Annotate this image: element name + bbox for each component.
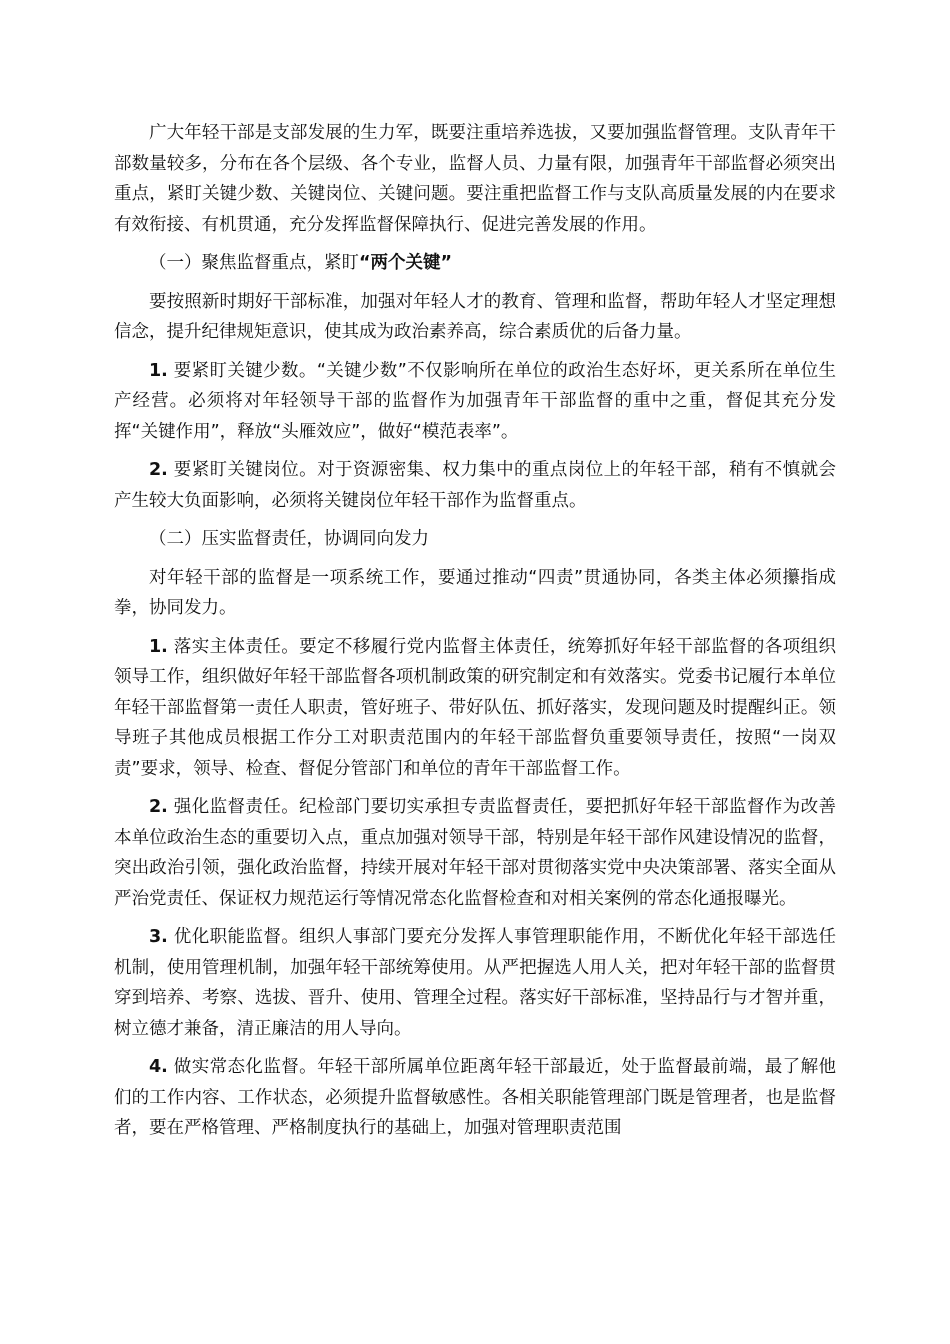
section1-item-2 bbox=[114, 455, 836, 516]
section2-intro: 对年轻干部的监督是一项系统工作，要通过推动“四责”贯通协同，各类主体必须攥指成拳，协同发力。 bbox=[114, 567, 836, 618]
section2-item-3 bbox=[114, 922, 836, 1044]
section1-intro: 要按照新时期好干部标准，加强对年轻人才的教育、管理和监督，帮助年轻人才坚定理想信念，提升纪律规矩意识，使其成为政治素养高，综合素质优的后备力量。 bbox=[114, 291, 836, 342]
item-number: 1. bbox=[149, 360, 168, 381]
item-number: 2. bbox=[149, 460, 168, 480]
item-text: 做实常态化监督。年轻干部所属单位距离年轻干部最近，处于监督最前端，最了解他们的工作内容、工作状态，必须提升监督敏感性。各相关职能管理部门既是管理者，也是监督者，要在严格管理、严格制度执行的基础上，加强对管理职责范围 bbox=[114, 1057, 836, 1138]
section1-heading bbox=[114, 248, 836, 279]
section2-item-2 bbox=[114, 792, 836, 914]
item-text: 强化监督责任。纪检部门要切实承担专责监督责任，要把抓好年轻干部监督作为改善本单位政治生态的重要切入点，重点加强对领导干部，特别是年轻干部作风建设情况的监督，突出政治引领，强化政治监督，持续开展对年轻干部对贯彻落实党中央决策部署、落实全面从严治党责任、保证权力规范运行等情况常态化监督检查和对相关案例的常态化通报曝光。 bbox=[114, 797, 836, 909]
item-text: 优化职能监督。组织人事部门要充分发挥人事管理职能作用，不断优化年轻干部选任机制，使用管理机制，加强年轻干部统筹使用。从严把握选人用人关，把对年轻干部的监督贯穿到培养、考察、选拔、晋升、使用、管理全过程。落实好干部标准，坚持品行与才智并重，树立德才兼备，清正廉洁的用人导向。 bbox=[114, 927, 836, 1039]
section1-heading-quote: “两个关键” bbox=[359, 253, 453, 273]
section1-heading-text: （一）聚焦监督重点，紧盯 bbox=[149, 253, 359, 273]
section2-item-4 bbox=[114, 1052, 836, 1144]
item-number: 2. bbox=[149, 797, 168, 817]
item-number: 3. bbox=[149, 927, 168, 947]
item-number: 4. bbox=[149, 1057, 168, 1077]
section2-item-1 bbox=[114, 632, 836, 785]
item-text: 要紧盯关键少数。“关键少数”不仅影响所在单位的政治生态好坏，更关系所在单位生产经营。必须将对年轻领导干部的监督作为加强青年干部监督的重中之重，督促其充分发挥“关键作用”，释放“头雁效应”，做好“模范表率”。 bbox=[114, 360, 836, 442]
item-text: 要紧盯关键岗位。对于资源密集、权力集中的重点岗位上的年轻干部，稍有不慎就会产生较大负面影响，必须将关键岗位年轻干部作为监督重点。 bbox=[114, 460, 836, 511]
item-text: 落实主体责任。要定不移履行党内监督主体责任，统筹抓好年轻干部监督的各项组织领导工作，组织做好年轻干部监督各项机制政策的研究制定和有效落实。党委书记履行本单位年轻干部监督第一责任人职责，管好班子、带好队伍、抓好落实，发现问题及时提醒纠正。领导班子其他成员根据工作分工对职责范围内的年轻干部监督负重要领导责任，按照“一岗双责”要求，领导、检查、督促分管部门和单位的青年干部监督工作。 bbox=[114, 636, 836, 779]
item-number: 1. bbox=[149, 636, 168, 657]
intro-paragraph: 广大年轻干部是支部发展的生力军，既要注重培养选拔，又要加强监督管理。支队青年干部数量较多，分布在各个层级、各个专业，监督人员、力量有限，加强青年干部监督必须突出重点，紧盯关键少数、关键岗位、关键问题。要注重把监督工作与支队高质量发展的内在要求有效衔接、有机贯通，充分发挥监督保障执行、促进完善发展的作用。 bbox=[114, 123, 836, 235]
section2-heading: （二）压实监督责任，协调同向发力 bbox=[149, 529, 429, 549]
section1-item-1 bbox=[114, 356, 836, 448]
